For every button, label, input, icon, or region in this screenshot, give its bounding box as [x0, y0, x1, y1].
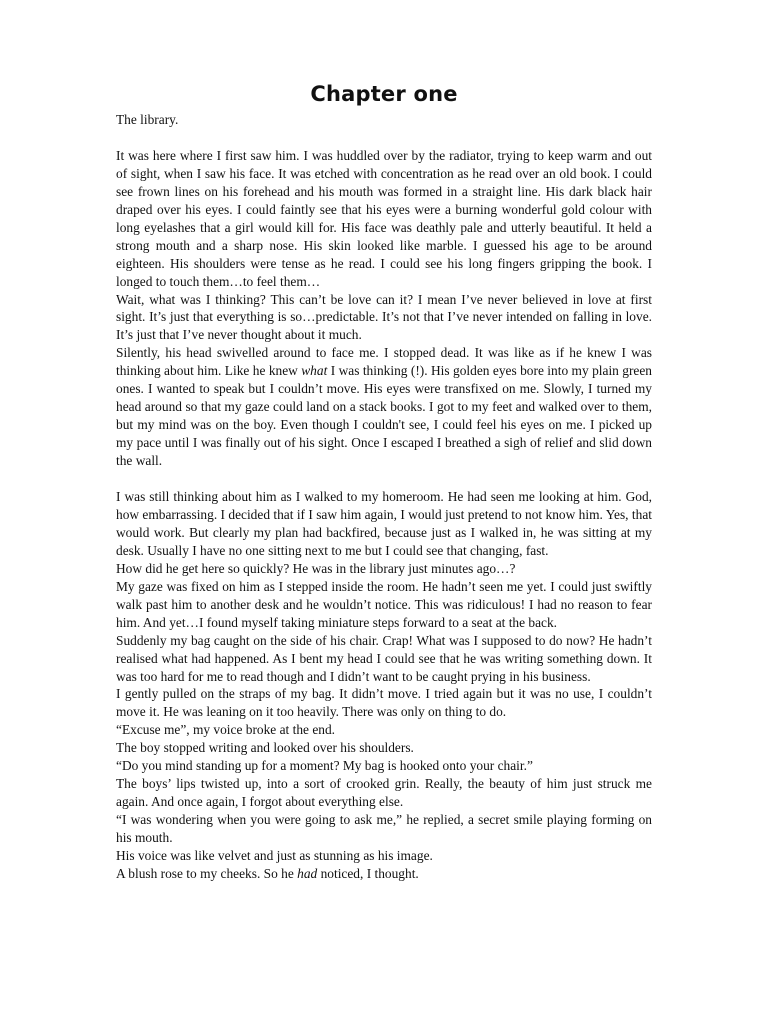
paragraph: I was still thinking about him as I walked to my homeroom. He had seen me looking at him. God, how embarrassing. I decided that if I saw him again, I would just pretend to not know him. Yes, that would work. But clearly my plan had backfired, because just as I walked in, he was sitting at my desk. Usually I have no one sitting next to me but I could see that changing, fast. [116, 488, 652, 558]
paragraph [116, 344, 652, 470]
text-run: I was thinking (!). His golden eyes bore into my plain green ones. I wanted to speak but I couldn’t move. His eyes were transfixed on me. Slowly, I turned my head around so that my gaze could land on a stack books. I got to my feet and walked over to them, but my mind was on the boy. Even though I couldn't see, I could feel his eyes on me. I picked up my pace until I was finally out of his sight. Once I escaped I breathed a sigh of relief and slid down the wall. [116, 363, 653, 469]
emphasis: had [297, 866, 318, 881]
paragraph: The boy stopped writing and looked over his shoulders. [116, 740, 414, 756]
chapter-title: Chapter one [310, 82, 458, 107]
chapter-body [116, 111, 652, 883]
text-run: A blush rose to my cheeks. So he [116, 866, 298, 881]
paragraph: “Do you mind standing up for a moment? My bag is hooked onto your chair.” [116, 758, 533, 774]
text-run: Silently, his head swivelled around to face me. I stopped dead. It was like as if he knew I was thinking about him. Like he knew [116, 345, 652, 379]
paragraph: “Excuse me”, my voice broke at the end. [116, 722, 335, 738]
paragraph: The library. [116, 112, 179, 127]
paragraph: Wait, what was I thinking? This can’t be love can it? I mean I’ve never believed in love at first sight. It’s just that everything is so…predictable. It’s not that I’ve never intended on falling in love. It’s just that I’ve never thought about it much. [116, 291, 652, 343]
paragraph: My gaze was fixed on him as I stepped inside the room. He hadn’t seen me yet. I could just swiftly walk past him to another desk and he wouldn’t notice. This was ridiculous! I had no reason to fear him. And yet…I found myself taking miniature steps forward to a seat at the back. [116, 578, 652, 630]
paragraph: “I was wondering when you were going to ask me,” he replied, a secret smile playing forming on his mouth. [116, 812, 652, 846]
emphasis: what [301, 363, 328, 379]
paragraph: I gently pulled on the straps of my bag. It didn’t move. I tried again but it was no use, I couldn’t move it. He was leaning on it too heavily. There was only on thing to do. [116, 686, 652, 720]
paragraph [116, 865, 652, 883]
paragraph: The boys’ lips twisted up, into a sort of crooked grin. Really, the beauty of him just struck me again. And once again, I forgot about everything else. [116, 776, 652, 810]
paragraph: His voice was like velvet and just as stunning as his image. [116, 848, 433, 864]
paragraph: It was here where I first saw him. I was huddled over by the radiator, trying to keep warm and out of sight, when I saw his face. It was etched with concentration as he read over an old book. I could see frown lines on his forehead and his mouth was formed in a straight line. His dark black hair draped over his eyes. I could faintly see that his eyes were a burning wonderful gold colour with long eyelashes that a girl would kill for. His face was deathly pale and utterly beautiful. It held a strong mouth and a sharp nose. His skin looked like marble. I guessed his age to be around eighteen. His shoulders were tense as he read. I could see his long fingers gripping the book. I longed to touch them…to feel them… [116, 147, 652, 289]
text-run: noticed, I thought. [317, 866, 419, 881]
paragraph: Suddenly my bag caught on the side of his chair. Crap! What was I supposed to do now? He hadn’t realised what had happened. As I bent my head I could see that he was writing something down. It was too hard for me to read though and I didn’t want to be caught prying in his business. [116, 632, 652, 684]
paragraph: How did he get here so quickly? He was in the library just minutes ago…? [116, 560, 516, 576]
